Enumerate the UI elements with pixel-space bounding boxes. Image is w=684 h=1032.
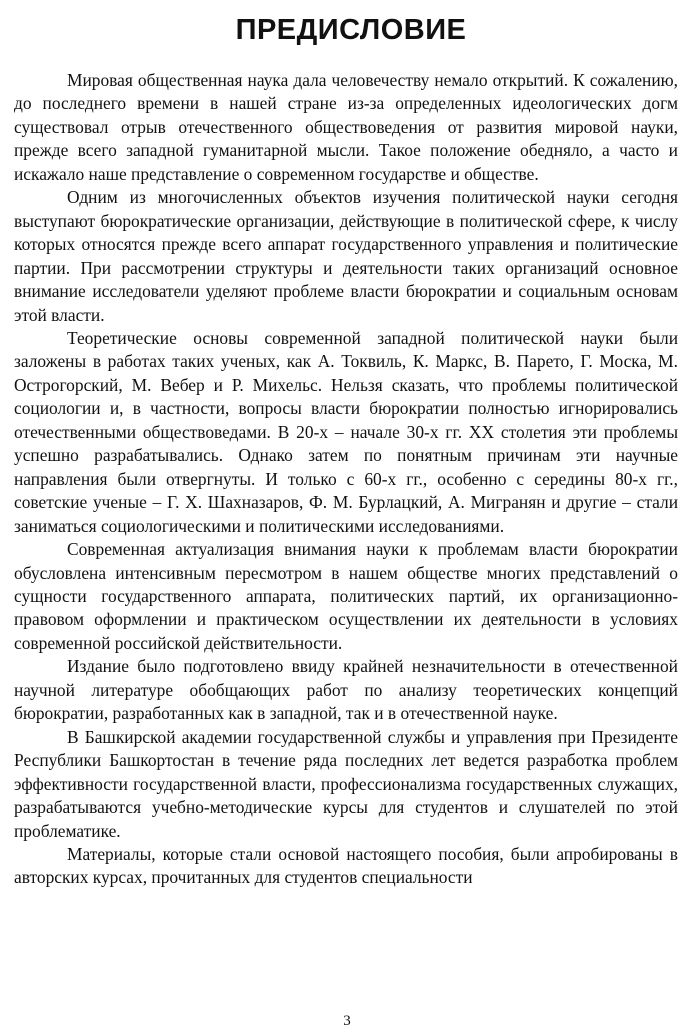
paragraph: Современная актуализация внимания науки к проблемам власти бюрократии обусловлена интенсивным пересмотром в нашем обществе многих представлений о сущности государственного аппарата, политических партий, их организационно-правовом оформлении и практическом осуществлении их деятельности в условиях современной российской действительности. (14, 539, 678, 653)
document-page (14, 8, 678, 1028)
paragraph: Материалы, которые стали основой настоящего пособия, были апробированы в авторских курсах, прочитанных для студентов специальности (14, 843, 678, 888)
page-number: 3 (343, 1013, 351, 1029)
paragraph: Теоретические основы современной западной политической науки были заложены в работах таких ученых, как А. Токвиль, К. Маркс, В. Парето, Г. Моска, М. Острогорский, М. Вебер и Р. Михельс. Нельзя сказать, что проблемы политической социологии и, в частности, вопросы власти бюрократии полностью игнорировались отечественными обществоведами. В 20-х – начале 30-х гг. XX столетия эти проблемы успешно разрабатывались. Однако затем по понятным причинам эти научные направления были отвергнуты. И только с 60-х гг., особенно с середины 80-х гг., советские ученые – Г. Х. Шахназаров, Ф. М. Бурлацкий, А. Мигранян и другие – стали заниматься социологическими и политическими исследованиями. (14, 327, 678, 536)
paragraph: В Башкирской академии государственной службы и управления при Президенте Республики Башкортостан в течение ряда последних лет ведется разработка проблем эффективности государственной власти, профессионализма государственных служащих, разрабатываются учебно-методические курсы для студентов и слушателей по этой проблематике. (14, 726, 678, 841)
paragraph: Одним из многочисленных объектов изучения политической науки сегодня выступают бюрократические организации, действующие в политической сфере, к числу которых относятся прежде всего аппарат государственного управления и политические партии. При рассмотрении структуры и деятельности таких организаций основное внимание исследователи уделяют проблеме власти бюрократии и социальным основам этой власти. (14, 187, 678, 325)
page-title: ПРЕДИСЛОВИЕ (235, 14, 467, 46)
body-text (14, 69, 678, 890)
paragraph: Издание было подготовлено ввиду крайней незначительности в отечественной научной литературе обобщающих работ по анализу теоретических концепций бюрократии, разработанных как в западной, так и в отечественной науке. (14, 656, 678, 724)
paragraph: Мировая общественная наука дала человечеству немало открытий. К сожалению, до последнего времени в нашей стране из-за определенных идеологических догм существовал отрыв отечественного обществоведения от развития мировой науки, прежде всего западной гуманитарной мысли. Такое положение обедняло, а часто и искажало наше представление о современном государстве и обществе. (14, 70, 678, 184)
